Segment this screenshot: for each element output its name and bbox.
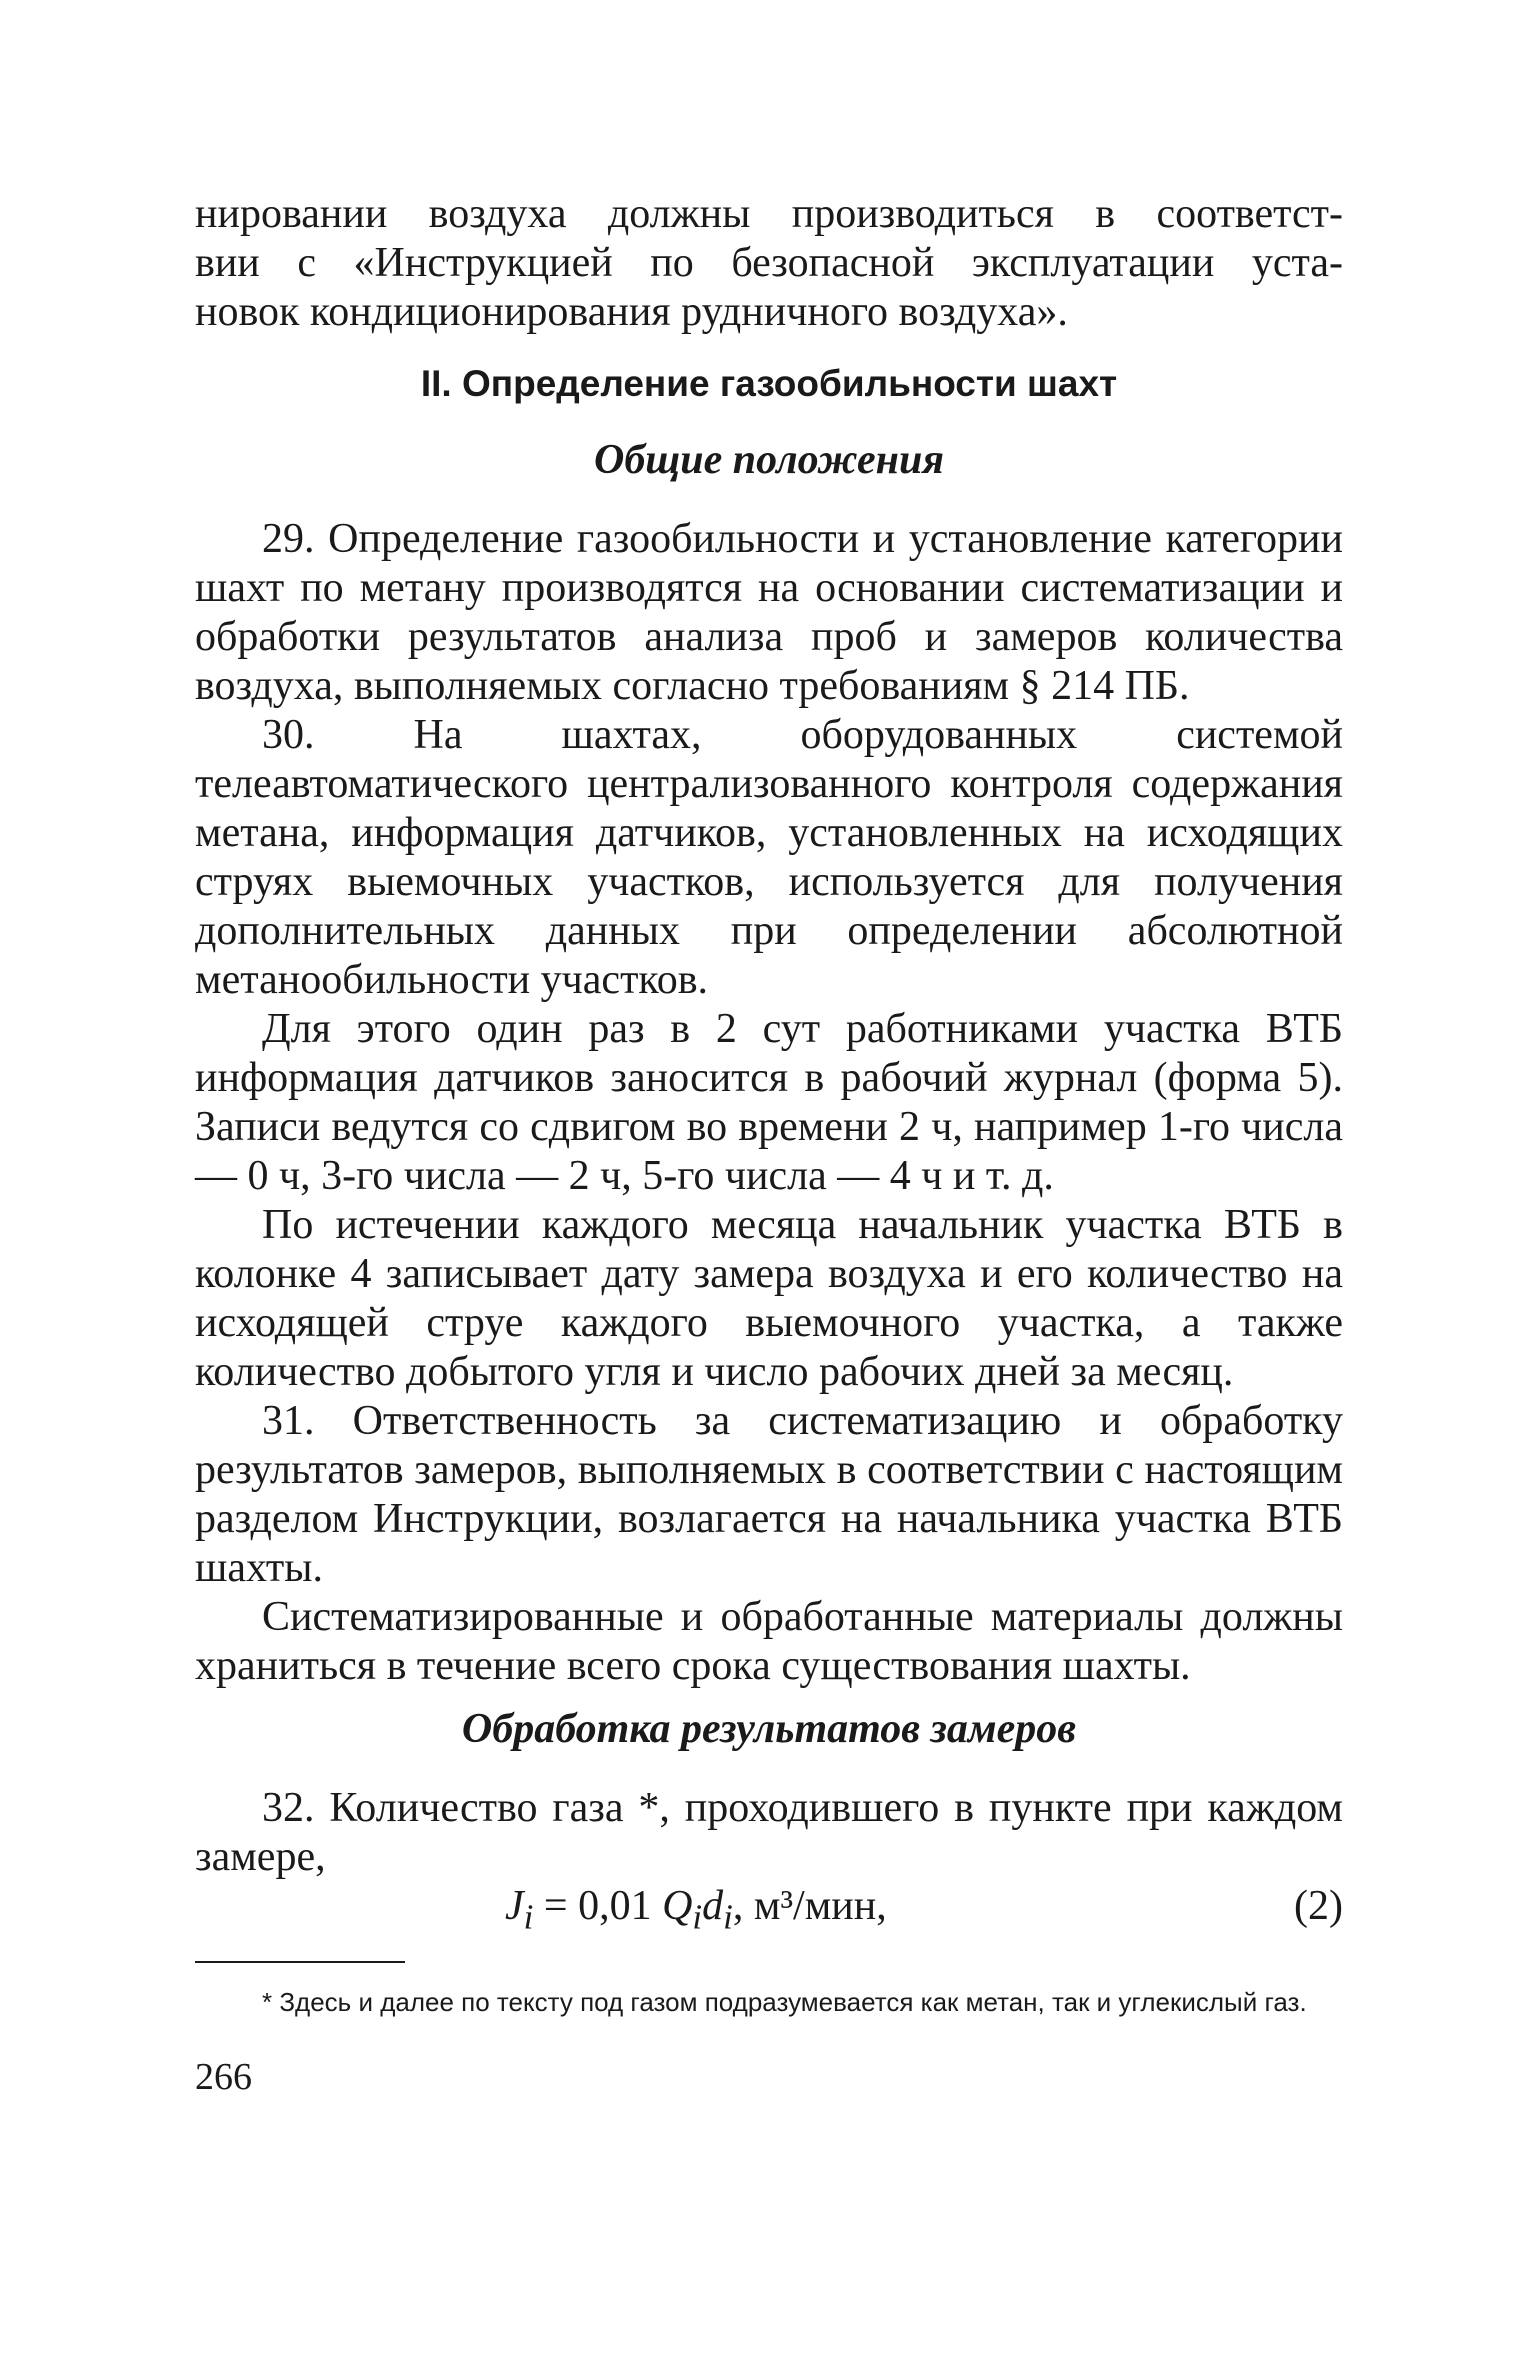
- page-number: 266: [195, 2056, 252, 2098]
- formula-units: , м³/мин,: [732, 1883, 887, 1929]
- footnote-divider: [195, 1961, 405, 1963]
- formula-subscript: i: [692, 1897, 703, 1937]
- intro-line: нировании воздуха должны производиться в соответст-: [195, 191, 1343, 237]
- formula: [505, 1882, 887, 1941]
- footnote: * Здесь и далее по тексту под газом подразумевается как метан, так и углекислый газ.: [262, 1987, 1307, 2017]
- formula-number: (2): [1294, 1883, 1343, 1929]
- formula-subscript: i: [723, 1897, 733, 1937]
- intro-text: [195, 190, 1343, 337]
- intro-line: новок кондиционирования рудничного воздуха».: [195, 289, 1068, 335]
- formula-symbol-q: Q: [662, 1883, 693, 1929]
- page-body: [195, 190, 1343, 2099]
- subsection-title: Обработка результатов замеров: [461, 1706, 1077, 1752]
- paragraph-31: 31. Ответственность за систематизацию и обработку результатов замеров, выполняемых в соответствии с настоящим разделом Инструкции, возлагается на начальника участка ВТБ шахты.: [195, 1398, 1343, 1591]
- section-title: II. Определение газообильности шахт: [420, 363, 1118, 404]
- formula-equals: = 0,01: [533, 1883, 663, 1929]
- formula-row: [195, 1882, 1343, 1937]
- paragraph-32: 32. Количество газа *, проходившего в пункте при каждом замере,: [195, 1785, 1343, 1880]
- paragraph-29: 29. Определение газообильности и установление категории шахт по метану производятся на основании систематизации и обработки результатов анализа проб и замеров количества воздуха, выполняемых согласно требованиям § 214 ПБ.: [195, 516, 1343, 709]
- paragraph-30: 30. На шахтах, оборудованных системой телеавтоматического централизованного контроля содержания метана, информация датчиков, установленных на исходящих струях выемочных участков, используется для получения дополнительных данных при определении абсолютной метанообильности участков.: [195, 712, 1343, 1003]
- paragraph-30-c: По истечении каждого месяца начальник участка ВТБ в колонке 4 записывает дату замера воздуха и его количество на исходящей струе каждого выемочного участка, а также количество добытого угля и число рабочих дней за месяц.: [195, 1202, 1343, 1395]
- paragraph-31-b: Систематизированные и обработанные материалы должны храниться в течение всего срока существования шахты.: [195, 1594, 1343, 1689]
- formula-subscript: i: [523, 1897, 534, 1937]
- intro-line: вии с «Инструкцией по безопасной эксплуатации уста-: [195, 240, 1343, 286]
- formula-symbol-j: J: [505, 1883, 524, 1929]
- section-subtitle: Общие положения: [594, 437, 944, 483]
- formula-symbol-d: d: [702, 1883, 724, 1929]
- paragraph-30-b: Для этого один раз в 2 сут работниками участка ВТБ информация датчиков заносится в рабочий журнал (форма 5). Записи ведутся со сдвигом во времени 2 ч, например 1-го числа — 0 ч, 3-го числа — 2 ч, 5-го числа — 4 ч и т. д.: [195, 1006, 1343, 1199]
